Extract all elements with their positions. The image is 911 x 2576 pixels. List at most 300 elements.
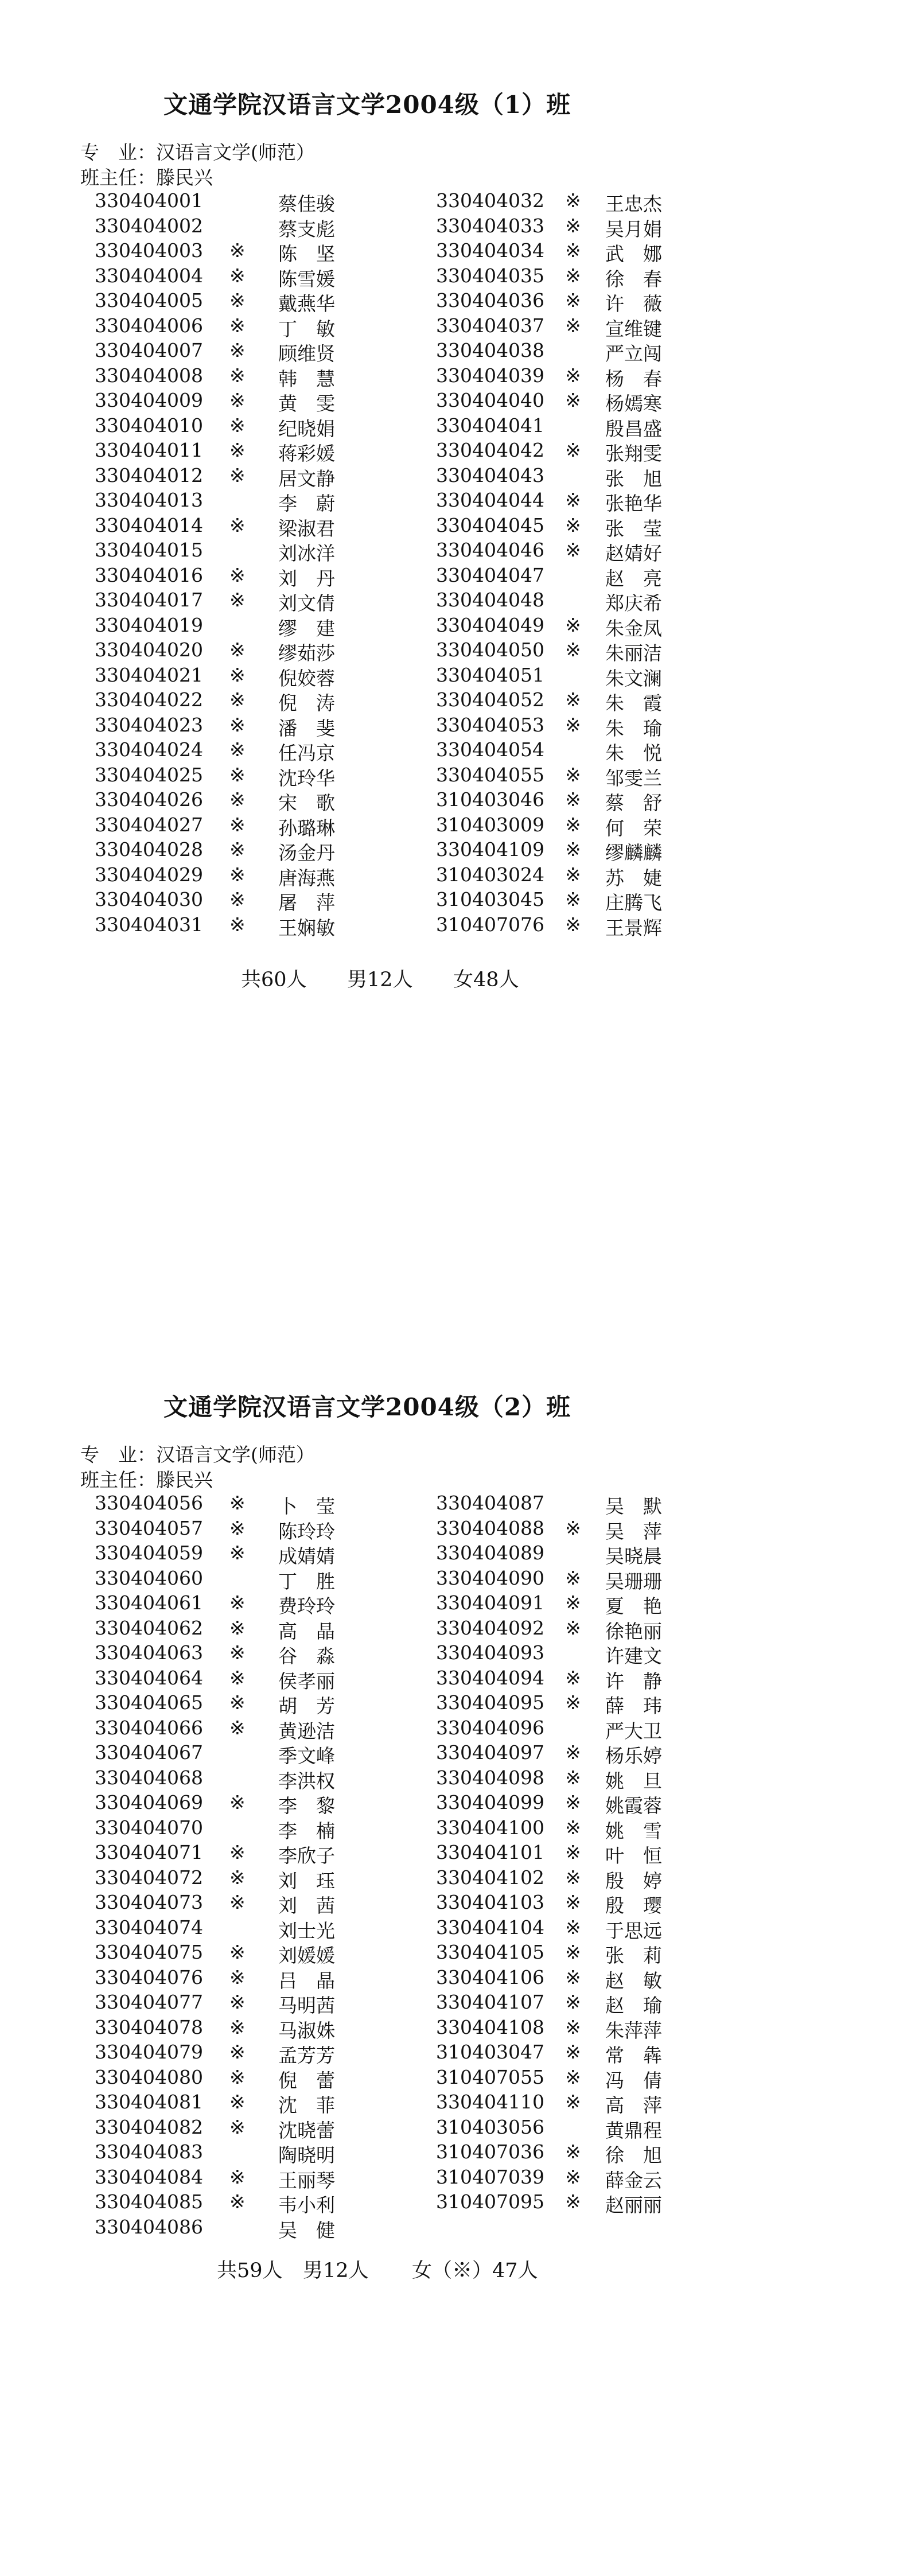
student-id: 330404001 <box>95 189 203 212</box>
female-mark: ※ <box>565 513 581 536</box>
female-mark: ※ <box>229 264 246 287</box>
student-id: 330404030 <box>95 888 203 910</box>
class-1-total: 共60人 <box>241 968 307 991</box>
student-name: 成婧婧 <box>278 1545 335 1567</box>
student-id: 330404072 <box>95 1866 203 1889</box>
female-mark: ※ <box>229 389 246 411</box>
list-item <box>0 389 911 414</box>
female-mark: ※ <box>229 339 246 361</box>
student-id: 330404094 <box>436 1666 544 1689</box>
female-mark: ※ <box>229 314 246 337</box>
student-name: 姚霞蓉 <box>605 1795 662 1817</box>
female-mark: ※ <box>565 1866 581 1889</box>
student-name: 苏 婕 <box>605 866 662 889</box>
student-name: 刘士光 <box>278 1919 335 1942</box>
student-id: 330404083 <box>95 2141 203 2163</box>
female-mark: ※ <box>565 639 581 661</box>
female-mark: ※ <box>229 813 246 836</box>
list-item <box>0 539 911 564</box>
female-mark: ※ <box>565 1966 581 1989</box>
student-name: 黄鼎程 <box>605 2119 662 2142</box>
female-mark: ※ <box>565 1991 581 2013</box>
student-id: 310403046 <box>436 788 544 811</box>
student-name: 吴晓晨 <box>605 1545 662 1567</box>
student-name: 赵 瑜 <box>605 1994 662 2017</box>
student-name: 薛金云 <box>605 2169 662 2192</box>
student-name: 殷 婷 <box>605 1869 662 1892</box>
female-mark: ※ <box>565 1891 581 1913</box>
female-mark: ※ <box>565 214 581 237</box>
student-name: 朱文澜 <box>605 667 662 690</box>
student-id: 330404097 <box>436 1741 544 1764</box>
female-mark: ※ <box>229 1616 246 1639</box>
student-id: 330404107 <box>436 1991 544 2013</box>
list-item <box>0 2041 911 2066</box>
student-id: 330404050 <box>436 639 544 661</box>
female-mark: ※ <box>229 838 246 861</box>
list-item <box>0 1866 911 1892</box>
student-name: 张 莉 <box>605 1944 662 1967</box>
student-name: 孟芳芳 <box>278 2044 335 2067</box>
female-mark: ※ <box>565 1816 581 1839</box>
student-id: 330404087 <box>436 1492 544 1514</box>
female-mark: ※ <box>565 189 581 212</box>
student-name: 吴珊珊 <box>605 1570 662 1593</box>
female-mark: ※ <box>229 1991 246 2013</box>
student-name: 赵 敏 <box>605 1969 662 1992</box>
student-id: 330404013 <box>95 489 203 511</box>
list-item <box>0 664 911 689</box>
list-item <box>0 215 911 240</box>
student-id: 330404040 <box>436 389 544 411</box>
student-id: 330404024 <box>95 738 203 761</box>
student-name: 赵 亮 <box>605 567 662 590</box>
student-name: 李洪权 <box>278 1769 335 1792</box>
student-name: 唐海燕 <box>278 866 335 889</box>
student-name: 宣维键 <box>605 317 662 340</box>
student-id: 330404079 <box>95 2041 203 2063</box>
student-id: 330404054 <box>436 738 544 761</box>
student-name: 居文静 <box>278 467 335 490</box>
student-id: 330404105 <box>436 1941 544 1963</box>
student-name: 于思远 <box>605 1919 662 1942</box>
female-mark: ※ <box>565 763 581 786</box>
list-item <box>0 788 911 814</box>
student-id: 330404042 <box>436 439 544 461</box>
student-id: 330404060 <box>95 1566 203 1589</box>
female-mark: ※ <box>229 239 246 262</box>
student-id: 330404009 <box>95 389 203 411</box>
student-id: 330404021 <box>95 663 203 686</box>
student-name: 丁 敏 <box>278 317 335 340</box>
list-item <box>0 1766 911 1792</box>
student-id: 330404008 <box>95 364 203 387</box>
student-name: 严大卫 <box>605 1719 662 1742</box>
student-id: 330404035 <box>436 264 544 287</box>
female-mark: ※ <box>229 663 246 686</box>
student-name: 刘文倩 <box>278 592 335 614</box>
student-name: 赵丽丽 <box>605 2194 662 2216</box>
female-mark: ※ <box>229 1966 246 1989</box>
student-name: 潘 斐 <box>278 717 335 740</box>
female-mark: ※ <box>565 813 581 836</box>
student-id: 330404065 <box>95 1691 203 1714</box>
student-id: 330404069 <box>95 1791 203 1814</box>
student-id: 330404073 <box>95 1891 203 1913</box>
student-id: 330404089 <box>436 1542 544 1564</box>
student-id: 330404102 <box>436 1866 544 1889</box>
female-mark: ※ <box>229 1841 246 1863</box>
student-id: 330404029 <box>95 863 203 886</box>
student-id: 330404092 <box>436 1616 544 1639</box>
student-id: 330404068 <box>95 1766 203 1789</box>
student-id: 330404037 <box>436 314 544 337</box>
student-id: 330404059 <box>95 1542 203 1564</box>
student-name: 纪晓娟 <box>278 417 335 440</box>
list-item <box>0 1741 911 1766</box>
student-name: 侯孝丽 <box>278 1670 335 1692</box>
student-id: 330404046 <box>436 539 544 561</box>
female-mark: ※ <box>565 838 581 861</box>
student-name: 吴 健 <box>278 2219 335 2242</box>
student-name: 武 娜 <box>605 243 662 265</box>
list-item <box>0 639 911 664</box>
student-id: 330404023 <box>95 713 203 736</box>
student-id: 330404047 <box>436 563 544 586</box>
female-mark: ※ <box>229 513 246 536</box>
student-id: 310403045 <box>436 888 544 910</box>
list-item <box>0 1717 911 1742</box>
student-id: 330404041 <box>436 414 544 437</box>
student-name: 屠 萍 <box>278 892 335 914</box>
list-item <box>0 314 911 340</box>
student-name: 王丽琴 <box>278 2169 335 2192</box>
student-id: 330404057 <box>95 1516 203 1539</box>
student-name: 蔡 舒 <box>605 792 662 814</box>
student-name: 韦小利 <box>278 2194 335 2216</box>
student-name: 赵婧好 <box>605 542 662 565</box>
female-mark: ※ <box>565 913 581 936</box>
student-name: 杨 春 <box>605 367 662 390</box>
female-mark: ※ <box>565 1616 581 1639</box>
female-mark: ※ <box>229 863 246 886</box>
student-id: 310407039 <box>436 2165 544 2188</box>
student-id: 330404006 <box>95 314 203 337</box>
student-id: 330404015 <box>95 539 203 561</box>
student-name: 王娴敏 <box>278 916 335 939</box>
student-id: 330404011 <box>95 439 203 461</box>
student-name: 吕 晶 <box>278 1969 335 1992</box>
list-item <box>0 364 911 390</box>
female-mark: ※ <box>565 1916 581 1939</box>
female-mark: ※ <box>229 1542 246 1564</box>
female-mark: ※ <box>229 763 246 786</box>
student-id: 330404056 <box>95 1492 203 1514</box>
female-mark: ※ <box>565 2065 581 2088</box>
student-name: 朱 霞 <box>605 692 662 714</box>
female-mark: ※ <box>229 2115 246 2138</box>
female-mark: ※ <box>565 264 581 287</box>
student-id: 330404017 <box>95 589 203 611</box>
student-name: 蔡支彪 <box>278 217 335 240</box>
student-name: 姚 雪 <box>605 1819 662 1842</box>
student-id: 330404070 <box>95 1816 203 1839</box>
student-id: 330404096 <box>436 1716 544 1739</box>
student-id: 330404033 <box>436 214 544 237</box>
student-name: 许建文 <box>605 1645 662 1667</box>
student-name: 杨乐婷 <box>605 1745 662 1767</box>
female-mark: ※ <box>229 688 246 711</box>
list-item <box>0 1816 911 1842</box>
student-id: 330404027 <box>95 813 203 836</box>
list-item <box>0 189 911 215</box>
student-name: 张 莹 <box>605 517 662 540</box>
student-name: 宋 歌 <box>278 792 335 814</box>
student-name: 倪姣蓉 <box>278 667 335 690</box>
list-item <box>0 1492 911 1517</box>
female-mark: ※ <box>565 2041 581 2063</box>
student-id: 330404074 <box>95 1916 203 1939</box>
student-id: 330404109 <box>436 838 544 861</box>
female-mark: ※ <box>565 239 581 262</box>
student-id: 330404019 <box>95 613 203 636</box>
student-id: 330404099 <box>436 1791 544 1814</box>
student-id: 310403047 <box>436 2041 544 2063</box>
list-item <box>0 439 911 464</box>
student-name: 沈晓蕾 <box>278 2119 335 2142</box>
student-name: 郑庆希 <box>605 592 662 614</box>
student-id: 330404082 <box>95 2115 203 2138</box>
student-name: 冯 倩 <box>605 2069 662 2092</box>
list-item <box>0 489 911 514</box>
student-id: 330404034 <box>436 239 544 262</box>
student-name: 汤金丹 <box>278 842 335 864</box>
female-mark: ※ <box>229 1591 246 1614</box>
student-name: 季文峰 <box>278 1745 335 1767</box>
student-id: 330404052 <box>436 688 544 711</box>
female-mark: ※ <box>229 738 246 761</box>
list-item <box>0 913 911 939</box>
list-item <box>0 888 911 913</box>
list-item <box>0 814 911 839</box>
female-mark: ※ <box>565 314 581 337</box>
student-id: 330404044 <box>436 489 544 511</box>
student-name: 陶晓明 <box>278 2144 335 2166</box>
list-item <box>0 2116 911 2141</box>
student-name: 刘媛媛 <box>278 1944 335 1967</box>
list-item <box>0 1691 911 1717</box>
student-id: 310403056 <box>436 2115 544 2138</box>
list-item <box>0 564 911 589</box>
student-name: 叶 恒 <box>605 1845 662 1867</box>
student-id: 330404048 <box>436 589 544 611</box>
list-item <box>0 1916 911 1941</box>
student-id: 330404090 <box>436 1566 544 1589</box>
class-1-title: 文通学院汉语言文学2004级（1）班 <box>163 91 571 119</box>
list-item <box>0 464 911 489</box>
student-name: 倪 涛 <box>278 692 335 714</box>
student-name: 朱丽洁 <box>605 642 662 664</box>
student-id: 330404110 <box>436 2091 544 2113</box>
student-id: 330404016 <box>95 563 203 586</box>
student-name: 陈玲玲 <box>278 1520 335 1543</box>
student-id: 310403024 <box>436 863 544 886</box>
student-id: 330404095 <box>436 1691 544 1714</box>
class-1-summary <box>241 964 585 989</box>
student-id: 330404003 <box>95 239 203 262</box>
class-2-male-count: 男12人 <box>303 2259 369 2282</box>
female-mark: ※ <box>229 2015 246 2038</box>
female-mark: ※ <box>565 713 581 736</box>
student-name: 邹雯兰 <box>605 766 662 789</box>
student-name: 戴燕华 <box>278 293 335 315</box>
student-id: 330404100 <box>436 1816 544 1839</box>
female-mark: ※ <box>565 1941 581 1963</box>
student-id: 330404002 <box>95 214 203 237</box>
list-item <box>0 714 911 739</box>
female-mark: ※ <box>565 389 581 411</box>
female-mark: ※ <box>565 1691 581 1714</box>
list-item <box>0 1667 911 1692</box>
list-item <box>0 1617 911 1642</box>
student-id: 330404012 <box>95 464 203 487</box>
student-name: 高 萍 <box>605 2094 662 2116</box>
student-name: 朱 悦 <box>605 742 662 764</box>
class-2-major: 专 业：汉语言文学(师范） <box>80 1443 315 1466</box>
student-name: 吴 萍 <box>605 1520 662 1543</box>
student-name: 王忠杰 <box>605 193 662 215</box>
student-name: 黄 雯 <box>278 392 335 415</box>
student-id: 310407095 <box>436 2190 544 2213</box>
list-item <box>0 1542 911 1567</box>
female-mark: ※ <box>229 364 246 387</box>
student-id: 330404031 <box>95 913 203 936</box>
class-1-female-count: 女48人 <box>453 968 519 991</box>
student-name: 薛 玮 <box>605 1695 662 1717</box>
female-mark: ※ <box>565 1591 581 1614</box>
list-item <box>0 1517 911 1542</box>
student-name: 顾维贤 <box>278 343 335 365</box>
female-mark: ※ <box>229 1666 246 1689</box>
student-name: 孙璐琳 <box>278 816 335 839</box>
student-id: 330404066 <box>95 1716 203 1739</box>
student-id: 330404086 <box>95 2215 203 2238</box>
female-mark: ※ <box>229 639 246 661</box>
female-mark: ※ <box>229 2041 246 2063</box>
list-item <box>0 614 911 639</box>
student-name: 张 旭 <box>605 467 662 490</box>
student-name: 胡 芳 <box>278 1695 335 1717</box>
student-id: 330404081 <box>95 2091 203 2113</box>
student-name: 马淑姝 <box>278 2019 335 2042</box>
student-name: 张翔雯 <box>605 442 662 465</box>
female-mark: ※ <box>565 2141 581 2163</box>
female-mark: ※ <box>565 1791 581 1814</box>
student-id: 330404098 <box>436 1766 544 1789</box>
female-mark: ※ <box>565 1741 581 1764</box>
student-name: 刘冰洋 <box>278 542 335 565</box>
female-mark: ※ <box>229 289 246 312</box>
list-item <box>0 738 911 764</box>
student-id: 330404049 <box>436 613 544 636</box>
student-id: 330404028 <box>95 838 203 861</box>
student-name: 朱萍萍 <box>605 2019 662 2042</box>
female-mark: ※ <box>229 1716 246 1739</box>
class-2-title: 文通学院汉语言文学2004级（2）班 <box>163 1393 571 1421</box>
class-2-total: 共59人 <box>217 2259 283 2282</box>
female-mark: ※ <box>229 1492 246 1514</box>
student-id: 330404026 <box>95 788 203 811</box>
class-1-roster-section <box>0 86 911 1061</box>
student-name: 姚 旦 <box>605 1769 662 1792</box>
female-mark: ※ <box>565 439 581 461</box>
student-name: 沈玲华 <box>278 766 335 789</box>
student-name: 吴 默 <box>605 1495 662 1517</box>
student-name: 马明茜 <box>278 1994 335 2017</box>
student-id: 330404063 <box>95 1641 203 1664</box>
student-id: 330404032 <box>436 189 544 212</box>
student-id: 310407036 <box>436 2141 544 2163</box>
student-id: 330404077 <box>95 1991 203 2013</box>
student-name: 沈 菲 <box>278 2094 335 2116</box>
student-name: 任冯京 <box>278 742 335 764</box>
student-name: 刘 丹 <box>278 567 335 590</box>
student-name: 卜 莹 <box>278 1495 335 1517</box>
list-item <box>0 414 911 439</box>
student-name: 许 静 <box>605 1670 662 1692</box>
student-id: 330404043 <box>436 464 544 487</box>
list-item <box>0 1567 911 1592</box>
student-id: 330404108 <box>436 2015 544 2038</box>
list-item <box>0 764 911 789</box>
student-id: 330404088 <box>436 1516 544 1539</box>
female-mark: ※ <box>565 364 581 387</box>
list-item <box>0 1591 911 1617</box>
list-item <box>0 688 911 714</box>
student-id: 330404039 <box>436 364 544 387</box>
student-id: 330404085 <box>95 2190 203 2213</box>
student-id: 330404076 <box>95 1966 203 1989</box>
list-item <box>0 239 911 264</box>
female-mark: ※ <box>229 1641 246 1664</box>
list-item <box>0 339 911 364</box>
student-id: 330404093 <box>436 1641 544 1664</box>
class-2-summary <box>217 2255 618 2280</box>
female-mark: ※ <box>229 888 246 910</box>
student-name: 谷 淼 <box>278 1645 335 1667</box>
student-id: 330404106 <box>436 1966 544 1989</box>
student-name: 严立闯 <box>605 343 662 365</box>
student-id: 330404071 <box>95 1841 203 1863</box>
female-mark: ※ <box>229 2190 246 2213</box>
female-mark: ※ <box>229 414 246 437</box>
student-name: 何 荣 <box>605 816 662 839</box>
student-name: 费玲玲 <box>278 1595 335 1617</box>
student-id: 330404014 <box>95 513 203 536</box>
list-item <box>0 2216 911 2241</box>
female-mark: ※ <box>565 2015 581 2038</box>
list-item <box>0 589 911 614</box>
female-mark: ※ <box>229 563 246 586</box>
student-name: 李欣子 <box>278 1845 335 1867</box>
student-name: 杨嫣寒 <box>605 392 662 415</box>
student-name: 李 楠 <box>278 1819 335 1842</box>
list-item <box>0 2141 911 2166</box>
female-mark: ※ <box>565 1766 581 1789</box>
student-name: 梁淑君 <box>278 517 335 540</box>
student-id: 330404067 <box>95 1741 203 1764</box>
student-name: 李 蔚 <box>278 492 335 515</box>
